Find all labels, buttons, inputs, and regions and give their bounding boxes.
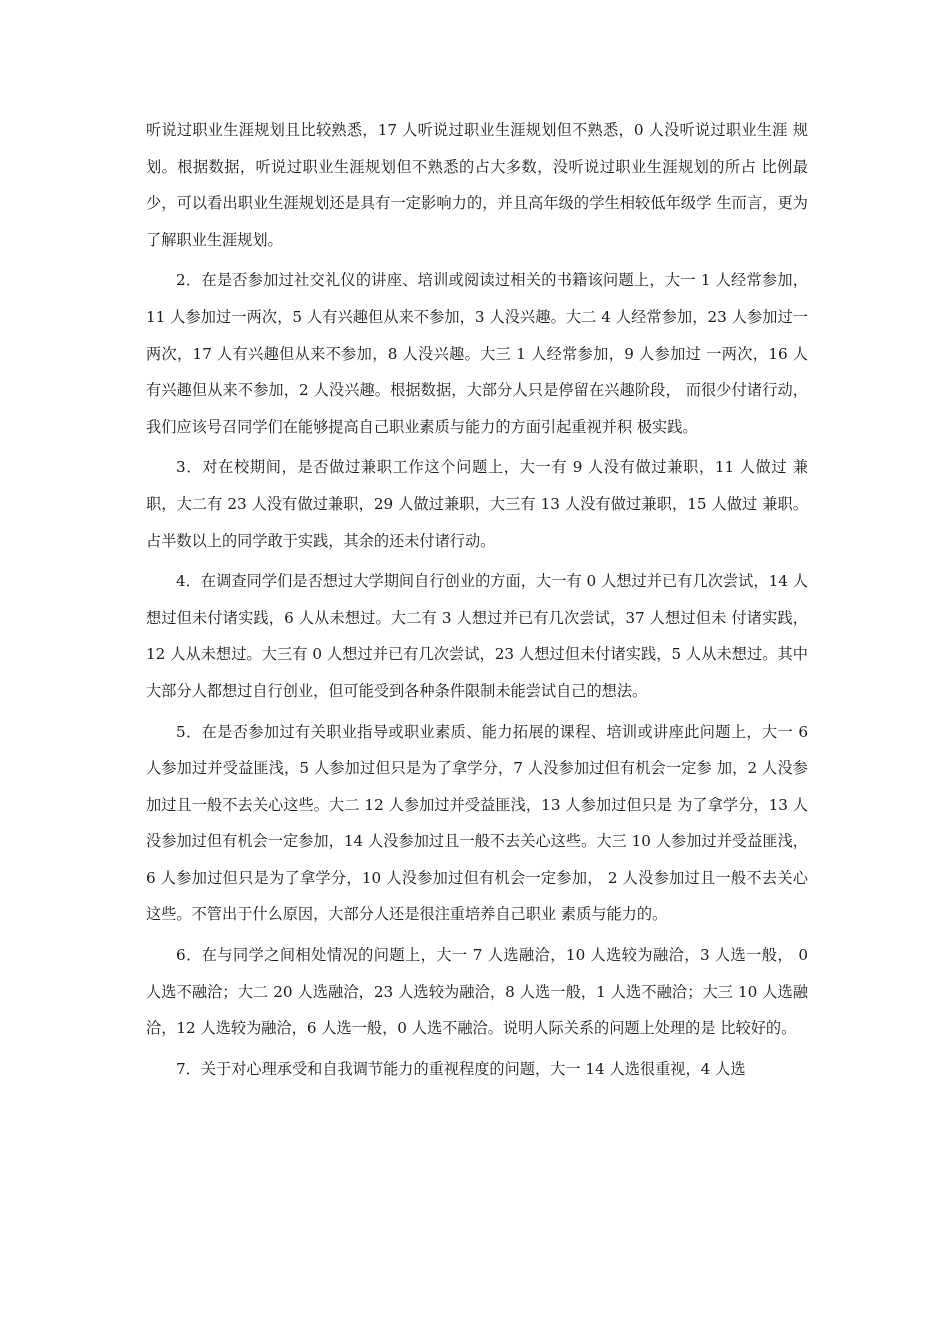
paragraph-item-2-etiquette: 2．在是否参加过社交礼仪的讲座、培训或阅读过相关的书籍该问题上，大一 1 人经常参加，11 人参加过一两次，5 人有兴趣但从来不参加，3 人没兴趣。大二 4 人经常参加，23 人参加过一两次，17 人有兴趣但从来不参加，8 人没兴趣。大三 1 人经常参加，9 人参加过 一两次，16 人有兴趣但从来不参加，2 人没兴趣。根据数据，大部分人只是停留在兴趣阶段， 而很少付诸行动，我们应该号召同学们在能够提高自己职业素质与能力的方面引起重视并积 极实践。 (146, 271, 808, 436)
paragraph-career-planning-conclusion: 听说过职业生涯规划且比较熟悉，17 人听说过职业生涯规划但不熟悉，0 人没听说过职业生涯 规划。根据数据，听说过职业生涯规划但不熟悉的占大多数，没听说过职业生涯规划的所占 比例最少，可以看出职业生涯规划还是具有一定影响力的，并且高年级的学生相较低年级学 生而言，更为了解职业生涯规划。 (146, 121, 808, 249)
paragraph-item-4-entrepreneurship: 4．在调查同学们是否想过大学期间自行创业的方面，大一有 0 人想过并已有几次尝试，14 人想过但未付诸实践，6 人从未想过。大二有 3 人想过并已有几次尝试，37 人想过但未 付诸实践，12 人从未想过。大三有 0 人想过并已有几次尝试，23 人想过但未付诸实践，5 人从未想过。其中大部分人都想过自行创业，但可能受到各种条件限制未能尝试自己的想法。 (146, 572, 808, 700)
paragraph-item-3-part-time: 3．对在校期间，是否做过兼职工作这个问题上，大一有 9 人没有做过兼职，11 人做过 兼职，大二有 23 人没有做过兼职，29 人做过兼职，大三有 13 人没有做过兼职，15 人做过 兼职。占半数以上的同学敢于实践，其余的还未付诸行动。 (146, 458, 808, 550)
paragraph-item-7-psychological: 7．关于对心理承受和自我调节能力的重视程度的问题，大一 14 人选很重视，4 人选 (176, 1059, 746, 1078)
document-page (146, 112, 808, 1091)
paragraph-item-5-career-guidance: 5．在是否参加过有关职业指导或职业素质、能力拓展的课程、培训或讲座此问题上，大一 6 人参加过并受益匪浅，5 人参加过但只是为了拿学分，7 人没参加过但有机会一定参 加，2 人没参加过且一般不去关心这些。大二 12 人参加过并受益匪浅，13 人参加过但只是 为了拿学分，13 人没参加过但有机会一定参加，14 人没参加过且一般不去关心这些。大三 10 人参加过并受益匪浅，6 人参加过但只是为了拿学分，10 人没参加过但有机会一定参加， 2 人没参加过且一般不去关心这些。不管出于什么原因，大部分人还是很注重培养自己职业 素质与能力的。 (146, 722, 808, 924)
paragraph-item-6-classmate-relations: 6．在与同学之间相处情况的问题上，大一 7 人选融洽，10 人选较为融洽，3 人选一般， 0 人选不融洽；大二 20 人选融洽，23 人选较为融洽，8 人选一般，1 人选不融洽；大三 10 人选融洽，12 人选较为融洽，6 人选一般，0 人选不融洽。说明人际关系的问题上处理的是 比较好的。 (146, 946, 808, 1038)
